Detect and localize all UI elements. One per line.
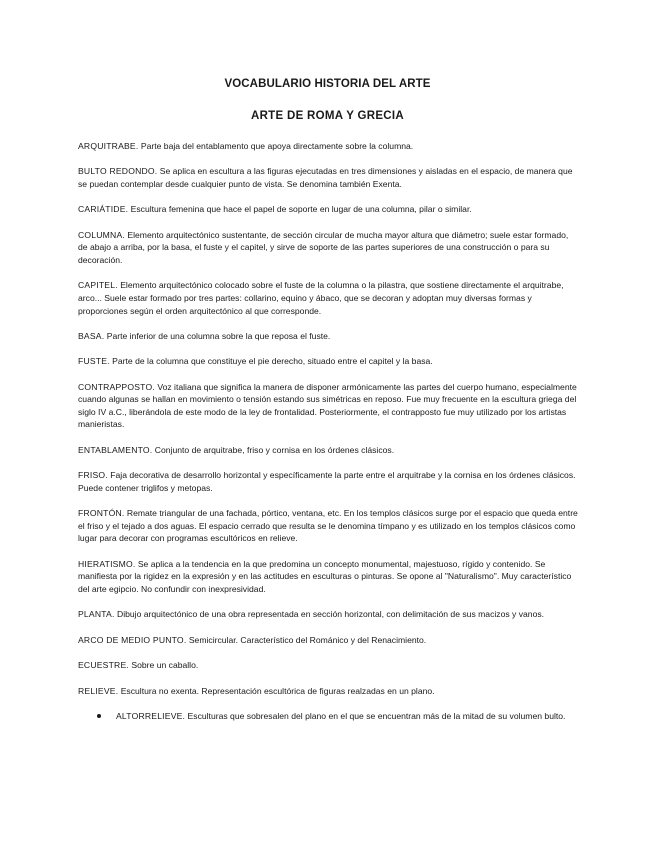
entry-definition: Esculturas que sobresalen del plano en el que se encuentran más de la mitad de su volumen bulto. xyxy=(187,710,566,721)
entry-term: ENTABLAMENTO. xyxy=(78,444,153,455)
entry-term: RELIEVE. xyxy=(78,685,119,696)
entry-definition: Conjunto de arquitrabe, friso y cornisa en los órdenes clásicos. xyxy=(154,444,395,455)
entry-term: CONTRAPPOSTO. xyxy=(78,381,155,392)
entry-definition: Sobre un caballo. xyxy=(131,660,199,671)
entry-term: CARIÁTIDE. xyxy=(78,204,129,215)
bullet-dot-icon xyxy=(97,714,101,718)
vocabulary-entry xyxy=(78,203,578,216)
entry-term: ECUESTRE. xyxy=(78,660,129,671)
document-title: VOCABULARIO HISTORIA DEL ARTE xyxy=(224,78,431,90)
entry-definition: Se aplica en escultura a las figuras ejecutadas en tres dimensiones y aisladas en el espacio, de manera que se puedan contemplar desde cualquier punto de vista. Se denomina también Exenta. xyxy=(78,166,573,189)
vocabulary-entry xyxy=(78,355,578,368)
vocabulary-entry xyxy=(78,229,578,267)
vocabulary-entry xyxy=(78,659,578,672)
entry-definition: Escultura no exenta. Representación escultórica de figuras realzadas en un plano. xyxy=(120,685,435,696)
entry-definition: Se aplica a la tendencia en la que predomina un concepto monumental, majestuoso, rígido y contenido. Se manifiesta por la rigidez en la expresión y en las actitudes en esculturas o pinturas. Se opone al "Naturalismo". Muy característico del arte egipcio. No confundir con inexpresividad. xyxy=(78,558,572,595)
entry-definition: Dibujo arquitectónico de una obra representada en sección horizontal, con delimitación de sus macizos y vanos. xyxy=(116,609,545,620)
vocabulary-list xyxy=(78,140,578,723)
entry-definition: Remate triangular de una fachada, pórtico, ventana, etc. En los templos clásicos surge por el espacio que queda entre el friso y el tejado a dos aguas. El espacio cerrado que resulta se le denomina tímpano y es utilizado en los templos clásicos como lugar para decorar con programas escultóricos en relieve. xyxy=(78,508,578,544)
entry-term: BASA. xyxy=(78,330,105,341)
vocabulary-entry xyxy=(78,381,578,431)
entry-term: COLUMNA. xyxy=(78,229,125,240)
entry-term: BULTO REDONDO. xyxy=(78,166,158,177)
entry-term: CAPITEL. xyxy=(78,280,118,291)
entry-definition: Parte inferior de una columna sobre la que reposa el fuste. xyxy=(106,330,331,341)
entry-term: FRISO. xyxy=(78,470,108,481)
vocabulary-entry xyxy=(78,507,578,545)
entry-definition: Faja decorativa de desarrollo horizontal y específicamente la parte entre el arquitrabe y la cornisa en los órdenes clásicos. Puede contener triglifos y metopas. xyxy=(78,470,576,493)
entry-term: PLANTA. xyxy=(78,609,115,620)
entry-term: FUSTE. xyxy=(78,356,110,367)
vocabulary-entry xyxy=(78,330,578,343)
vocabulary-entry xyxy=(78,558,578,596)
entry-definition: Voz italiana que significa la manera de disponer armónicamente las partes del cuerpo humano, especialmente cuando algunas se hallan en movimiento o tensión estando sus simétricas en reposo. Fue muy frecuente en la escultura griega del siglo IV a.C., liberándola de este modo de la ley de frontalidad. Posteriormente, el contrapposto fue muy utilizado por los artistas manieristas. xyxy=(78,381,577,430)
vocabulary-entry xyxy=(78,608,578,621)
entry-definition: Elemento arquitectónico colocado sobre el fuste de la columna o la pilastra, que sostiene directamente el arquitrabe, arco... Suele estar formado por tres partes: collarino, equino y ábaco, que se decoran y adoptan muy diversas formas y proporciones según el orden arquitectónico al que corresponde. xyxy=(78,280,564,316)
bullet-item xyxy=(78,710,578,723)
vocabulary-entry xyxy=(78,469,578,494)
document-subtitle: ARTE DE ROMA Y GRECIA xyxy=(250,110,405,122)
entry-term: FRONTÓN. xyxy=(78,508,125,519)
vocabulary-entry xyxy=(78,444,578,457)
vocabulary-entry xyxy=(78,685,578,698)
entry-definition: Parte de la columna que constituye el pie derecho, situado entre el capitel y la basa. xyxy=(112,356,433,367)
entry-term: ARQUITRABE. xyxy=(78,141,139,151)
vocabulary-entry xyxy=(78,634,578,647)
entry-term: ALTORRELIEVE. xyxy=(116,710,186,721)
vocabulary-entry xyxy=(78,165,578,190)
entry-term: ARCO DE MEDIO PUNTO. xyxy=(78,634,187,645)
vocabulary-entry xyxy=(78,279,578,317)
vocabulary-entry xyxy=(78,140,578,153)
entry-definition: Elemento arquitectónico sustentante, de sección circular de mucha mayor altura que diámetro; suele estar formado, de abajo a arriba, por la basa, el fuste y el capitel, y sirve de soporte de las partes superiores de una construcción o para su decoración. xyxy=(78,229,569,265)
entry-definition: Escultura femenina que hace el papel de soporte en lugar de una columna, pilar o similar. xyxy=(130,204,472,215)
entry-term: HIERATISMO. xyxy=(78,558,136,569)
entry-definition: Parte baja del entablamento que apoya directamente sobre la columna. xyxy=(140,141,414,151)
bullet-list xyxy=(78,710,578,723)
entry-definition: Semicircular. Característico del Románico y del Renacimiento. xyxy=(188,634,427,645)
